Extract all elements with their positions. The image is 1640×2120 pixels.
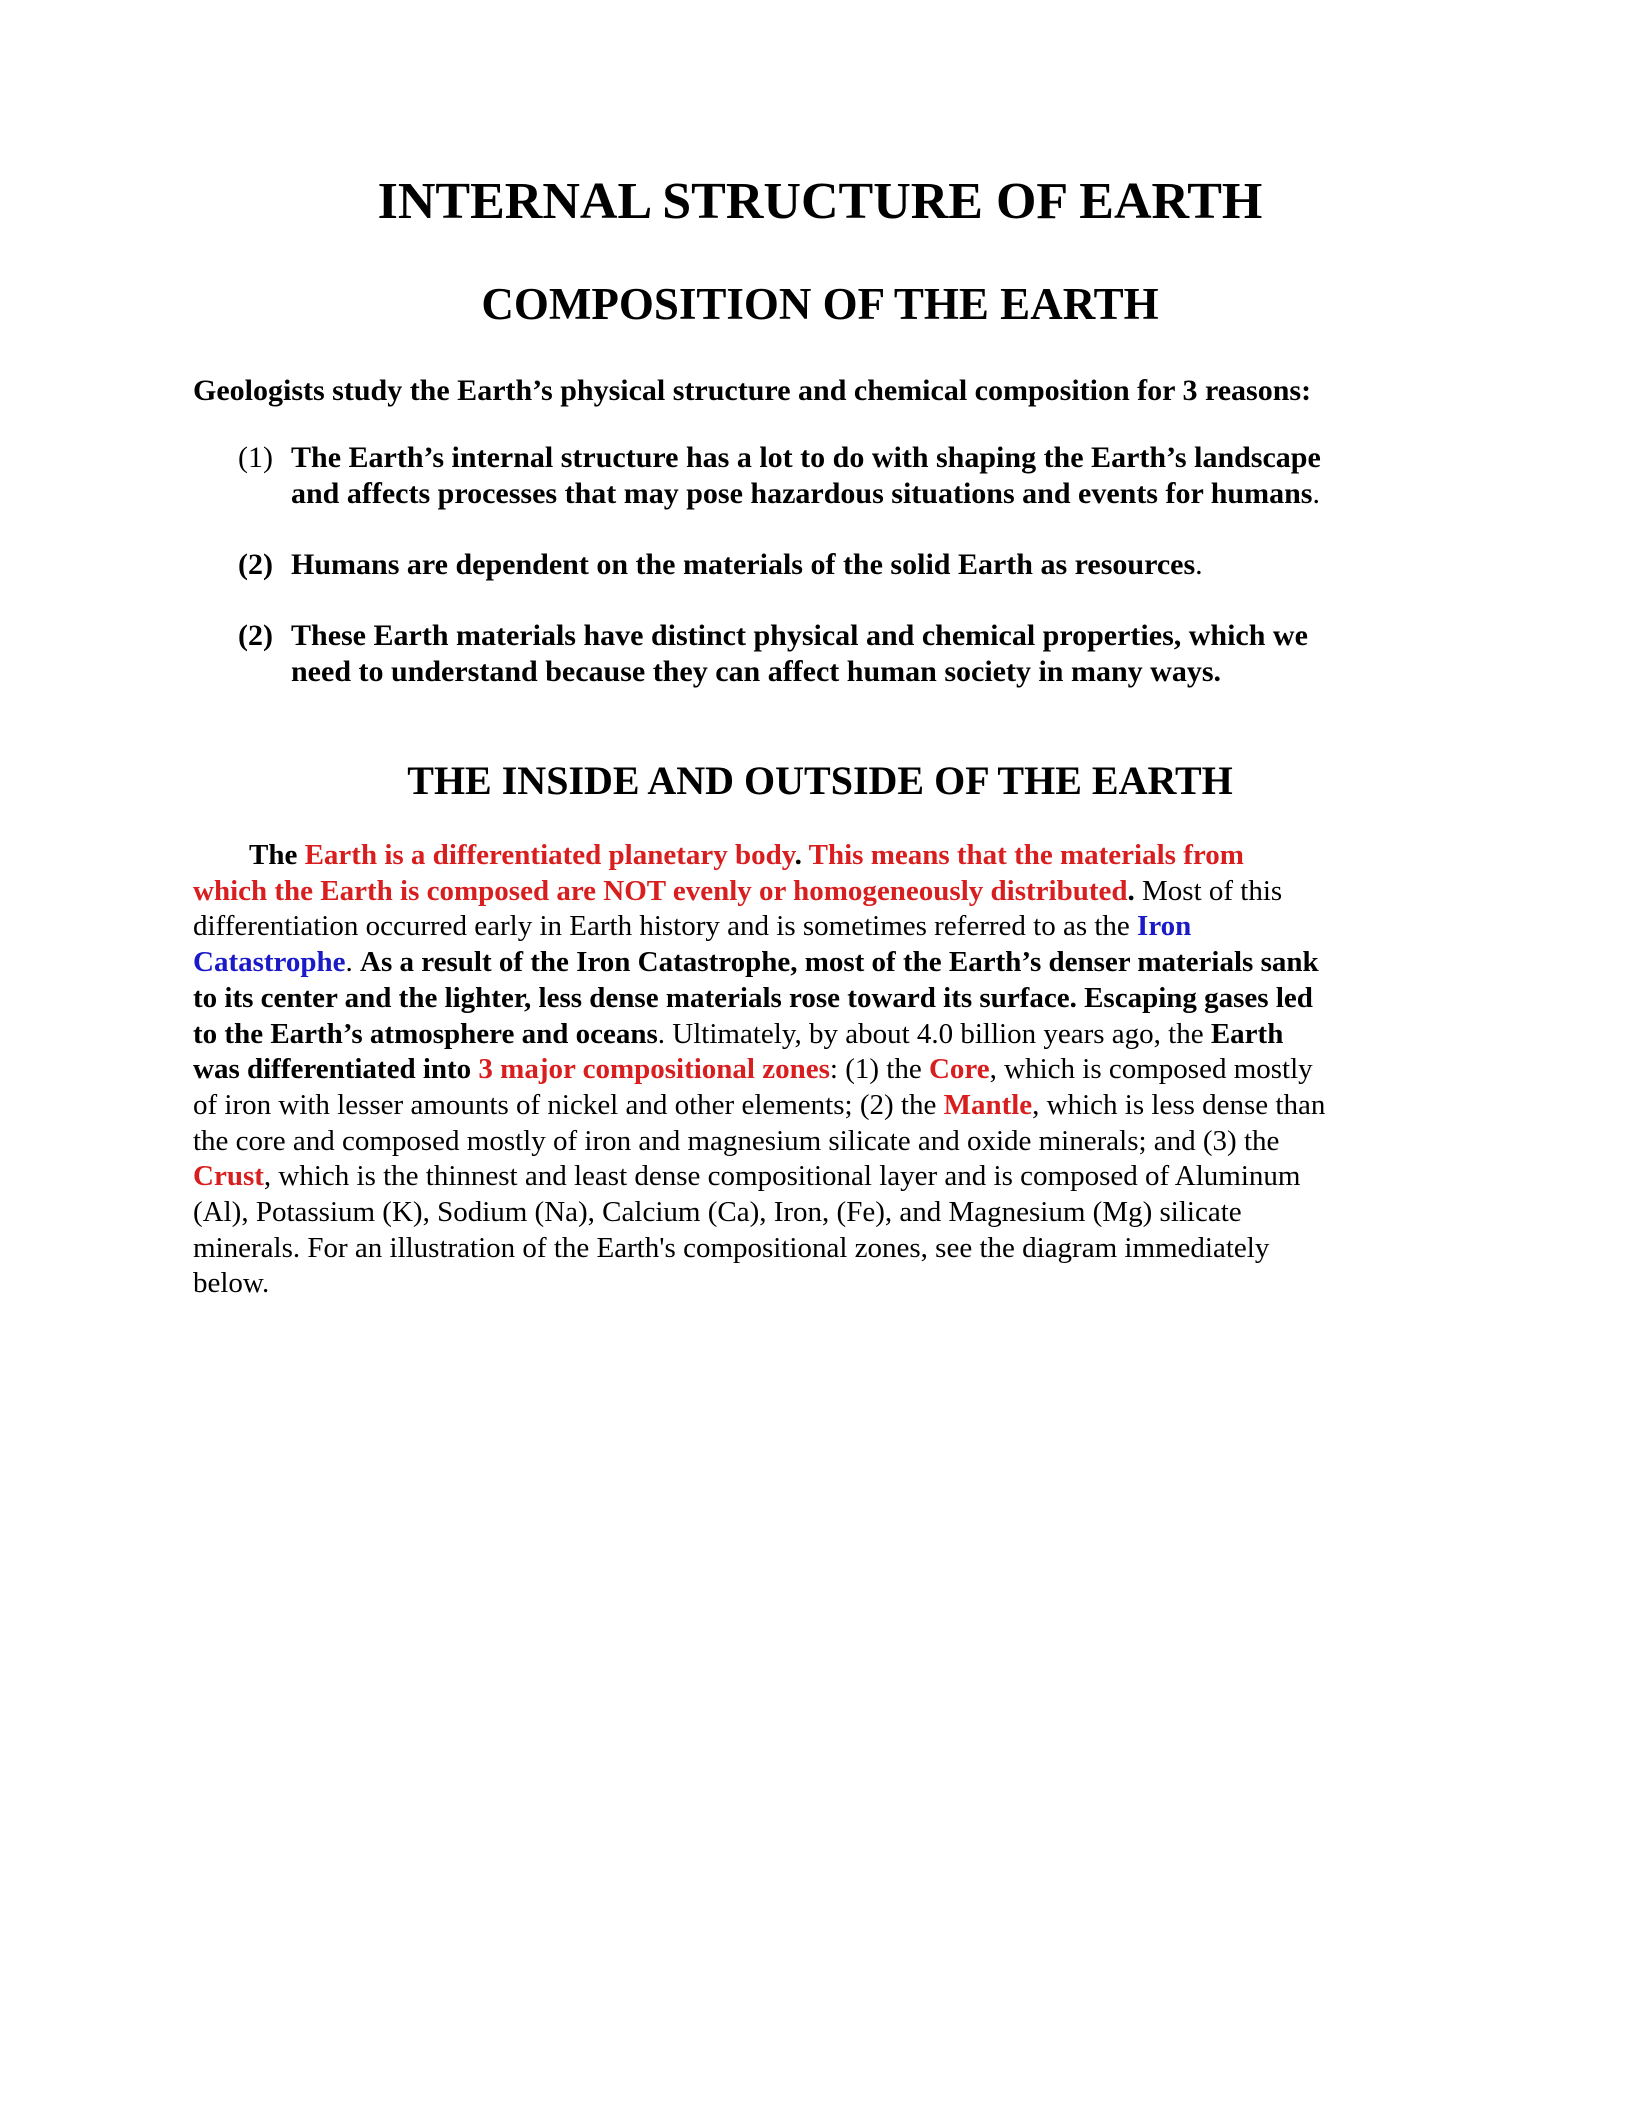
reason-text <box>291 618 1468 690</box>
reason-trailing-punct: . <box>1312 477 1320 510</box>
text-run: : (1) the <box>829 1053 929 1086</box>
section-heading: THE INSIDE AND OUTSIDE OF THE EARTH <box>407 758 1233 803</box>
reason-line: The Earth’s internal structure has a lot to do with shaping the Earth’s landscape <box>291 441 1321 474</box>
text-run: , which is less dense than <box>1032 1088 1326 1121</box>
emphasis-red: Crust <box>193 1160 264 1193</box>
text-run: differentiation occurred early in Earth history and is sometimes referred to as the <box>193 910 1138 943</box>
reason-line <box>291 476 1468 512</box>
reason-number: (1) <box>238 441 273 474</box>
paragraph-line <box>193 1159 1443 1195</box>
reason-item-3 <box>238 618 1468 690</box>
reason-trailing-punct: . <box>1195 548 1203 581</box>
text-run: Earth <box>1210 1017 1284 1050</box>
emphasis-blue: Iron <box>1137 910 1192 943</box>
reason-line-text: and affects processes that may pose hazardous situations and events for humans <box>291 477 1313 510</box>
emphasis-blue: Catastrophe <box>193 946 346 979</box>
text-run: of iron with lesser amounts of nickel and other elements; (2) the <box>193 1088 944 1121</box>
page-title: INTERNAL STRUCTURE OF EARTH <box>377 173 1263 230</box>
paragraph-line <box>193 1017 1443 1053</box>
reason-line-text: Humans are dependent on the materials of the solid Earth as resources <box>291 548 1196 581</box>
paragraph-line <box>193 838 1443 874</box>
reason-number: (2) <box>238 619 273 652</box>
text-run: Most of this <box>1134 874 1283 907</box>
reason-text <box>291 547 1468 583</box>
reason-line <box>291 547 1468 583</box>
reason-line: need to understand because they can affect human society in many ways. <box>291 655 1221 688</box>
paragraph-line <box>193 1052 1443 1088</box>
paragraph-line: below. <box>193 1267 270 1300</box>
intro-text: Geologists study the Earth’s physical structure and chemical composition for 3 reasons: <box>193 374 1312 407</box>
reason-text <box>291 440 1468 512</box>
emphasis-red: Earth is a differentiated planetary body <box>304 839 795 871</box>
paragraph-line <box>193 909 1443 945</box>
paragraph-line: the core and composed mostly of iron and magnesium silicate and oxide minerals; and (3) the <box>193 1124 1280 1157</box>
body-paragraph <box>193 838 1443 1302</box>
text-run: As a result of the Iron Catastrophe, most of the Earth’s denser materials sank <box>360 946 1319 979</box>
reason-line: These Earth materials have distinct physical and chemical properties, which we <box>291 619 1308 652</box>
page-subtitle: COMPOSITION OF THE EARTH <box>481 279 1159 329</box>
text-run: was differentiated into <box>193 1053 479 1086</box>
text-run: . <box>1127 874 1135 907</box>
reason-number: (2) <box>238 548 273 581</box>
reason-item-1 <box>238 440 1468 512</box>
text-run: , which is composed mostly <box>989 1053 1313 1086</box>
paragraph-line <box>193 945 1443 981</box>
text-run: to the Earth’s atmosphere and oceans <box>193 1017 658 1050</box>
paragraph-line <box>193 1088 1443 1124</box>
paragraph-line <box>193 874 1443 910</box>
emphasis-red: 3 major compositional zones <box>478 1053 830 1086</box>
paragraph-line: to its center and the lighter, less dense materials rose toward its surface. Escaping gases led <box>193 981 1313 1014</box>
reason-item-2 <box>238 547 1468 583</box>
text-run: The <box>249 839 305 871</box>
emphasis-red: Core <box>928 1053 990 1086</box>
paragraph-line: minerals. For an illustration of the Earth's compositional zones, see the diagram immediately <box>193 1231 1270 1264</box>
emphasis-red: Mantle <box>943 1088 1033 1121</box>
paragraph-line: (Al), Potassium (K), Sodium (Na), Calcium (Ca), Iron, (Fe), and Magnesium (Mg) silicate <box>193 1196 1242 1229</box>
emphasis-red: which the Earth is composed are NOT evenly or homogeneously distributed <box>193 874 1128 907</box>
text-run: , which is the thinnest and least dense compositional layer and is composed of Aluminum <box>263 1160 1301 1193</box>
text-run: . <box>345 946 361 979</box>
emphasis-red: This means that the materials from <box>808 839 1244 871</box>
text-run: . <box>794 839 809 871</box>
text-run: . Ultimately, by about 4.0 billion years ago, the <box>657 1017 1211 1050</box>
